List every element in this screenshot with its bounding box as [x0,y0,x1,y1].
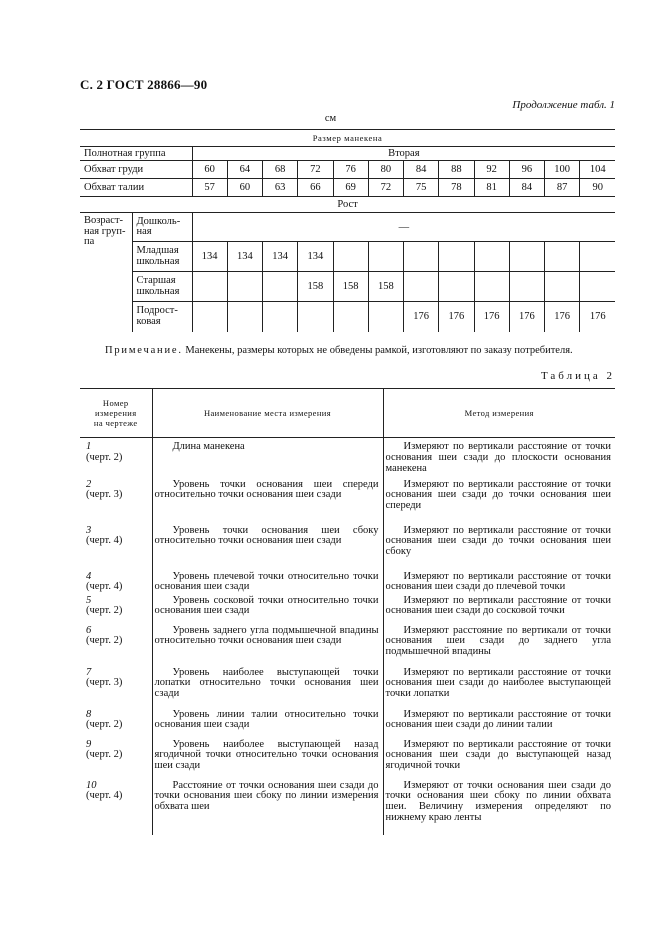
measurement-method-cell [383,710,615,740]
waist-value: 90 [580,179,615,197]
chest-label: Обхват груди [80,161,192,179]
col-header-name: Наименование места измерения [152,389,383,438]
chest-value: 96 [509,161,544,179]
measurement-method-cell [383,781,615,835]
table-row [80,480,615,526]
measurement-method-cell [383,596,615,626]
measurement-method: Измеряют от точки основания шеи сзади до точки основания шеи сбоку по линии обхвата шеи. Величину измерения определяют по нижнему краю ленты [385,779,611,823]
drawing-reference: (черт. 4) [86,581,123,593]
measurement-name: Уровень сосковой точки относительно точки основания шеи сзади [154,594,379,617]
measurement-number: 10 [86,779,97,791]
drawing-reference: (черт. 2) [86,635,123,647]
age-group-row-label: Младшая школьная [132,242,192,272]
measurement-table [80,388,615,835]
measurement-name: Длина манекена [172,441,245,452]
drawing-reference: (черт. 2) [86,719,123,731]
waist-value: 66 [298,179,333,197]
mannequin-size-table [80,129,615,332]
height-value: 158 [333,272,368,302]
height-value [298,302,333,332]
height-value [509,272,544,302]
height-value [263,302,298,332]
measurement-name-cell [152,596,383,626]
measurement-name-cell [152,480,383,526]
age-group-row-label: Подрост- ковая [132,302,192,332]
age-group-row-label: Старшая школьная [132,272,192,302]
height-value [580,272,615,302]
height-value [333,242,368,272]
measurement-name: Уровень наиболее выступающей назад ягодичной точки относительно точки основания шеи сзади [154,738,379,772]
measurement-name: Уровень точки основания шеи сбоку относительно точки основания шеи сзади [154,524,379,547]
table-note [105,345,573,356]
age-group-row-label: Дошколь- ная [132,213,192,242]
age-group-label: Возраст- ная груп- па [80,213,132,332]
measurement-name: Уровень заднего угла подмышечной впадины относительно точки основания шеи сзади [154,624,379,647]
height-value [404,242,439,272]
chest-value: 92 [474,161,509,179]
measurement-number: 7 [86,666,92,678]
table-row [80,710,615,740]
height-value: 176 [545,302,580,332]
measurement-number: 2 [86,478,92,490]
height-value [545,242,580,272]
chest-value: 68 [263,161,298,179]
waist-value: 57 [192,179,227,197]
group-value: Вторая [192,147,615,161]
waist-value: 78 [439,179,474,197]
measurement-number: 4 [86,570,92,582]
drawing-reference: (черт. 2) [86,605,123,617]
table-row [80,740,615,781]
unit-label: см [324,113,337,124]
height-value [227,272,262,302]
waist-value: 87 [545,179,580,197]
waist-value: 69 [333,179,368,197]
measurement-number-cell [80,740,152,781]
waist-value: 84 [509,179,544,197]
col-header-number: Номер измерения на чертеже [80,389,152,438]
height-value: 158 [368,272,403,302]
height-value [368,302,403,332]
waist-value: 81 [474,179,509,197]
height-value [368,242,403,272]
measurement-method: Измеряют по вертикали расстояние от точки основания шеи сзади до плоскости основания манекена [385,441,611,474]
measurement-method: Измеряют по вертикали расстояние от точки основания шеи сзади до плечевой точки [385,570,611,593]
measurement-method-cell [383,668,615,710]
measurement-method-cell [383,740,615,781]
chest-value: 104 [580,161,615,179]
height-value: 176 [580,302,615,332]
measurement-name: Уровень наиболее выступающей точки лопатки относительно точки основания шеи сзади [154,666,379,700]
measurement-method-cell [383,526,615,572]
measurement-number: 3 [86,524,92,536]
measurement-method-cell [383,480,615,526]
measurement-name-cell [152,626,383,668]
height-value [192,272,227,302]
measurement-number: 5 [86,594,92,606]
measurement-name: Расстояние от точки основания шеи сзади до точки основания шеи сбоку по линии измерения обхвата шеи [154,779,379,813]
drawing-reference: (черт. 4) [86,790,123,802]
height-value: 134 [227,242,262,272]
waist-value: 75 [404,179,439,197]
measurement-method-cell [383,626,615,668]
height-value: 158 [298,272,333,302]
page-header: С. 2 ГОСТ 28866—90 [80,77,208,92]
measurement-method: Измеряют по вертикали расстояние от точки основания шеи сзади до выступающей назад ягодичной точки [385,738,611,772]
chest-value: 88 [439,161,474,179]
height-value [263,272,298,302]
height-value [333,302,368,332]
chest-value: 72 [298,161,333,179]
drawing-reference: (черт. 3) [86,489,123,501]
chest-value: 80 [368,161,403,179]
drawing-reference: (черт. 2) [86,451,123,463]
height-value [404,272,439,302]
measurement-name-cell [152,526,383,572]
table-row [80,626,615,668]
measurement-name-cell [152,710,383,740]
table-row [80,781,615,835]
measurement-number-cell [80,526,152,572]
height-header: Рост [80,197,615,213]
measurement-number-cell [80,781,152,835]
waist-value: 72 [368,179,403,197]
measurement-number: 8 [86,708,92,720]
chest-value: 64 [227,161,262,179]
height-value [474,242,509,272]
height-dash: — [192,213,615,242]
table-row [80,596,615,626]
measurement-method: Измеряют по вертикали расстояние от точки основания шеи сзади до линии талии [385,708,611,731]
note-text: Манекены, размеры которых не обведены рамкой, изготовляют по заказу потребителя. [182,345,573,356]
height-value [439,272,474,302]
table-row [80,668,615,710]
table-continuation-label: Продолжение табл. 1 [512,99,615,111]
height-value [192,302,227,332]
height-value [227,302,262,332]
height-value [545,272,580,302]
height-value: 176 [439,302,474,332]
drawing-reference: (черт. 2) [86,749,123,761]
measurement-name: Уровень плечевой точки относительно точки основания шеи сзади [154,570,379,593]
measurement-method: Измеряют по вертикали расстояние от точки основания шеи сзади до точки основания шеи сбоку [385,524,611,558]
measurement-name: Уровень линии талии относительно точки основания шеи сзади [154,708,379,731]
measurement-method: Измеряют расстояние по вертикали от точки основания шеи сзади до заднего угла подмышечной впадины [385,624,611,658]
height-value [580,242,615,272]
chest-value: 76 [333,161,368,179]
measurement-number-cell [80,480,152,526]
measurement-number-cell [80,626,152,668]
height-value: 176 [509,302,544,332]
table-row [80,526,615,572]
measurement-method: Измеряют по вертикали расстояние от точки основания шеи сзади до точки основания шеи спереди [385,478,611,512]
height-value: 134 [263,242,298,272]
measurement-number-cell [80,668,152,710]
measurement-method-cell [383,438,615,480]
measurement-name-cell [152,668,383,710]
measurement-number: 9 [86,738,92,750]
height-value [509,242,544,272]
drawing-reference: (черт. 3) [86,677,123,689]
measurement-number-cell [80,438,152,480]
table2-caption: Таблица 2 [540,370,615,382]
drawing-reference: (черт. 4) [86,535,123,547]
note-prefix: Примечание. [105,345,183,356]
height-value [439,242,474,272]
chest-value: 84 [404,161,439,179]
measurement-number: 1 [86,441,92,452]
size-header: Размер манекена [80,130,615,147]
group-label: Полнотная группа [80,147,192,161]
table-row [80,438,615,480]
measurement-number: 6 [86,624,92,636]
measurement-method: Измеряют по вертикали расстояние от точки основания шеи сзади до сосковой точки [385,594,611,617]
col-header-method: Метод измерения [383,389,615,438]
waist-value: 60 [227,179,262,197]
table-row [80,572,615,596]
height-value [474,272,509,302]
height-value: 134 [192,242,227,272]
measurement-name-cell [152,781,383,835]
measurement-method-cell [383,572,615,596]
measurement-method: Измеряют по вертикали расстояние от точки основания шеи сзади до наиболее выступающей точки лопатки [385,666,611,700]
measurement-name-cell [152,572,383,596]
measurement-name-cell [152,740,383,781]
measurement-number-cell [80,710,152,740]
measurement-number-cell [80,596,152,626]
measurement-number-cell [80,572,152,596]
measurement-name-cell [152,438,383,480]
height-value: 176 [474,302,509,332]
chest-value: 100 [545,161,580,179]
waist-label: Обхват талии [80,179,192,197]
waist-value: 63 [263,179,298,197]
measurement-name: Уровень точки основания шеи спереди относительно точки основания шеи сзади [154,478,379,501]
height-value: 176 [404,302,439,332]
chest-value: 60 [192,161,227,179]
height-value: 134 [298,242,333,272]
